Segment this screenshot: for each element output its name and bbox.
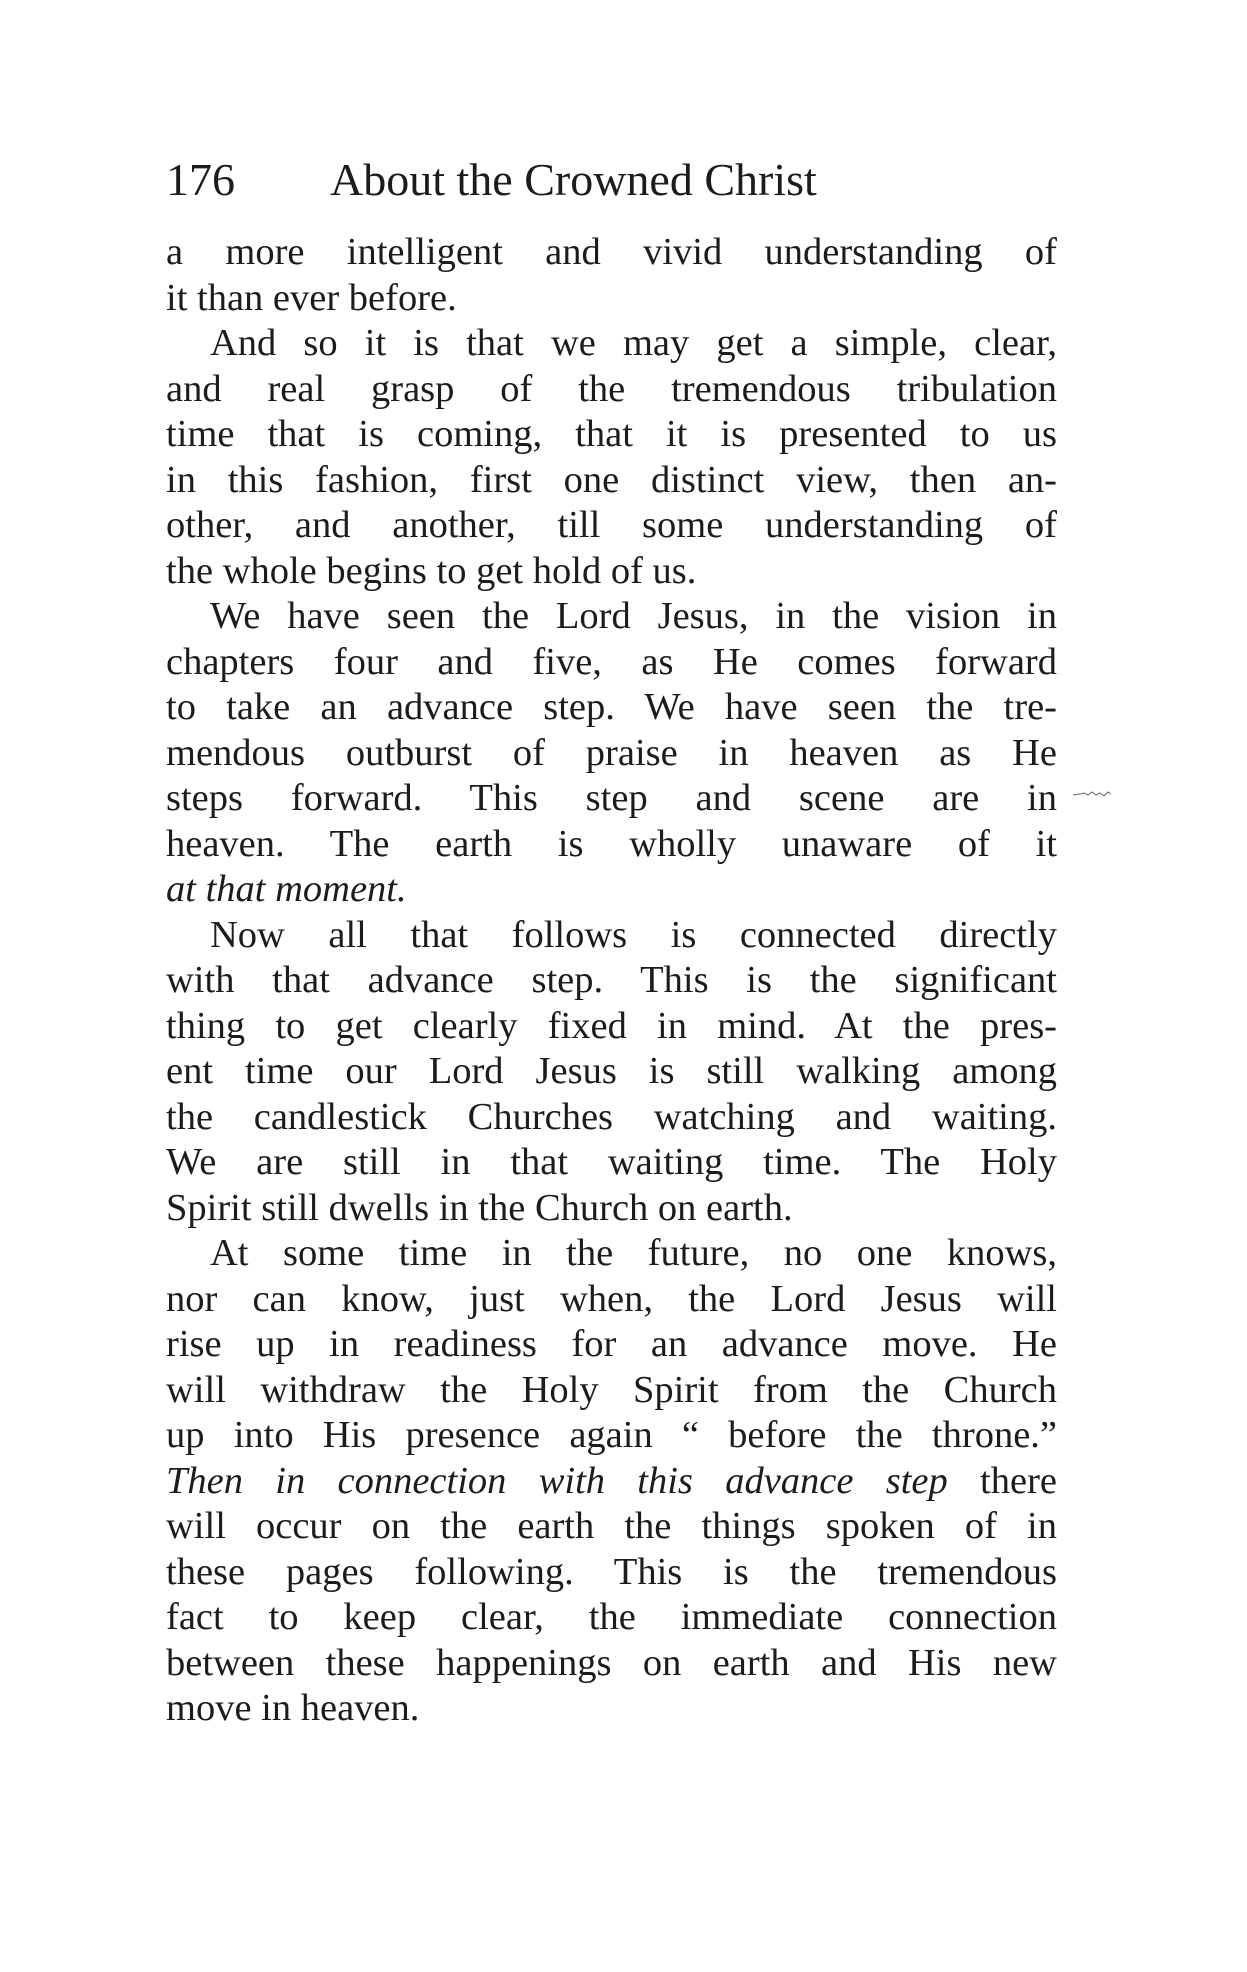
text-line-italic: at that moment.	[166, 868, 407, 910]
text-line: will withdraw the Holy Spirit from the Church	[166, 1368, 1057, 1411]
margin-scratch-icon	[1072, 790, 1112, 798]
text-line: time that is coming, that it is presented to us	[166, 413, 1057, 455]
text-line: these pages following. This is the tremendous	[166, 1550, 1057, 1593]
text-line: ent time our Lord Jesus is still walking among	[166, 1050, 1057, 1092]
body-text	[166, 230, 1057, 1732]
text-line: a more intelligent and vivid understanding of	[166, 231, 1057, 273]
text-line: chapters four and five, as He comes forward	[166, 640, 1057, 683]
text-line: Now all that follows is connected directly	[210, 913, 1057, 956]
text-line: in this fashion, first one distinct view, then an-	[166, 458, 1057, 501]
text-line: move in heaven.	[166, 1687, 420, 1729]
text-line: heaven. The earth is wholly unaware of it	[166, 822, 1057, 865]
text-line: thing to get clearly fixed in mind. At the pres-	[166, 1004, 1057, 1047]
text-line: between these happenings on earth and His new	[166, 1641, 1057, 1684]
italic-run: Then in connection with this advance step	[166, 1459, 948, 1502]
text-line: the candlestick Churches watching and waiting.	[166, 1095, 1057, 1138]
text-line: up into His presence again “ before the throne.”	[166, 1414, 1057, 1456]
text-line: nor can know, just when, the Lord Jesus will	[166, 1277, 1057, 1320]
margin-mark	[1072, 790, 1112, 798]
text-line: it than ever before.	[166, 276, 457, 319]
text-line: other, and another, till some understanding of	[166, 504, 1057, 546]
running-head	[166, 150, 1066, 210]
text-line: with that advance step. This is the significant	[166, 959, 1057, 1001]
text-line-mixed	[166, 1459, 1057, 1505]
text-line: Spirit still dwells in the Church on earth.	[166, 1186, 793, 1229]
text-line: We have seen the Lord Jesus, in the vision in	[210, 595, 1057, 637]
text-line: steps forward. This step and scene are in	[166, 777, 1057, 819]
page-number: 176	[166, 154, 235, 205]
text-line: fact to keep clear, the immediate connection	[166, 1596, 1057, 1638]
text-line: rise up in readiness for an advance move. He	[166, 1323, 1057, 1365]
text-line: And so it is that we may get a simple, clear,	[210, 322, 1057, 364]
text-line: and real grasp of the tremendous tribulation	[166, 367, 1057, 410]
text-line: At some time in the future, no one knows,	[210, 1232, 1057, 1274]
text-line: We are still in that waiting time. The Holy	[166, 1141, 1057, 1183]
text-line: will occur on the earth the things spoken of in	[166, 1505, 1057, 1547]
text-line: to take an advance step. We have seen the tre-	[166, 686, 1057, 728]
running-title: About the Crowned Christ	[330, 154, 817, 205]
roman-run: there	[947, 1459, 1057, 1502]
text-line: the whole begins to get hold of us.	[166, 549, 697, 592]
text-line: mendous outburst of praise in heaven as He	[166, 731, 1057, 774]
